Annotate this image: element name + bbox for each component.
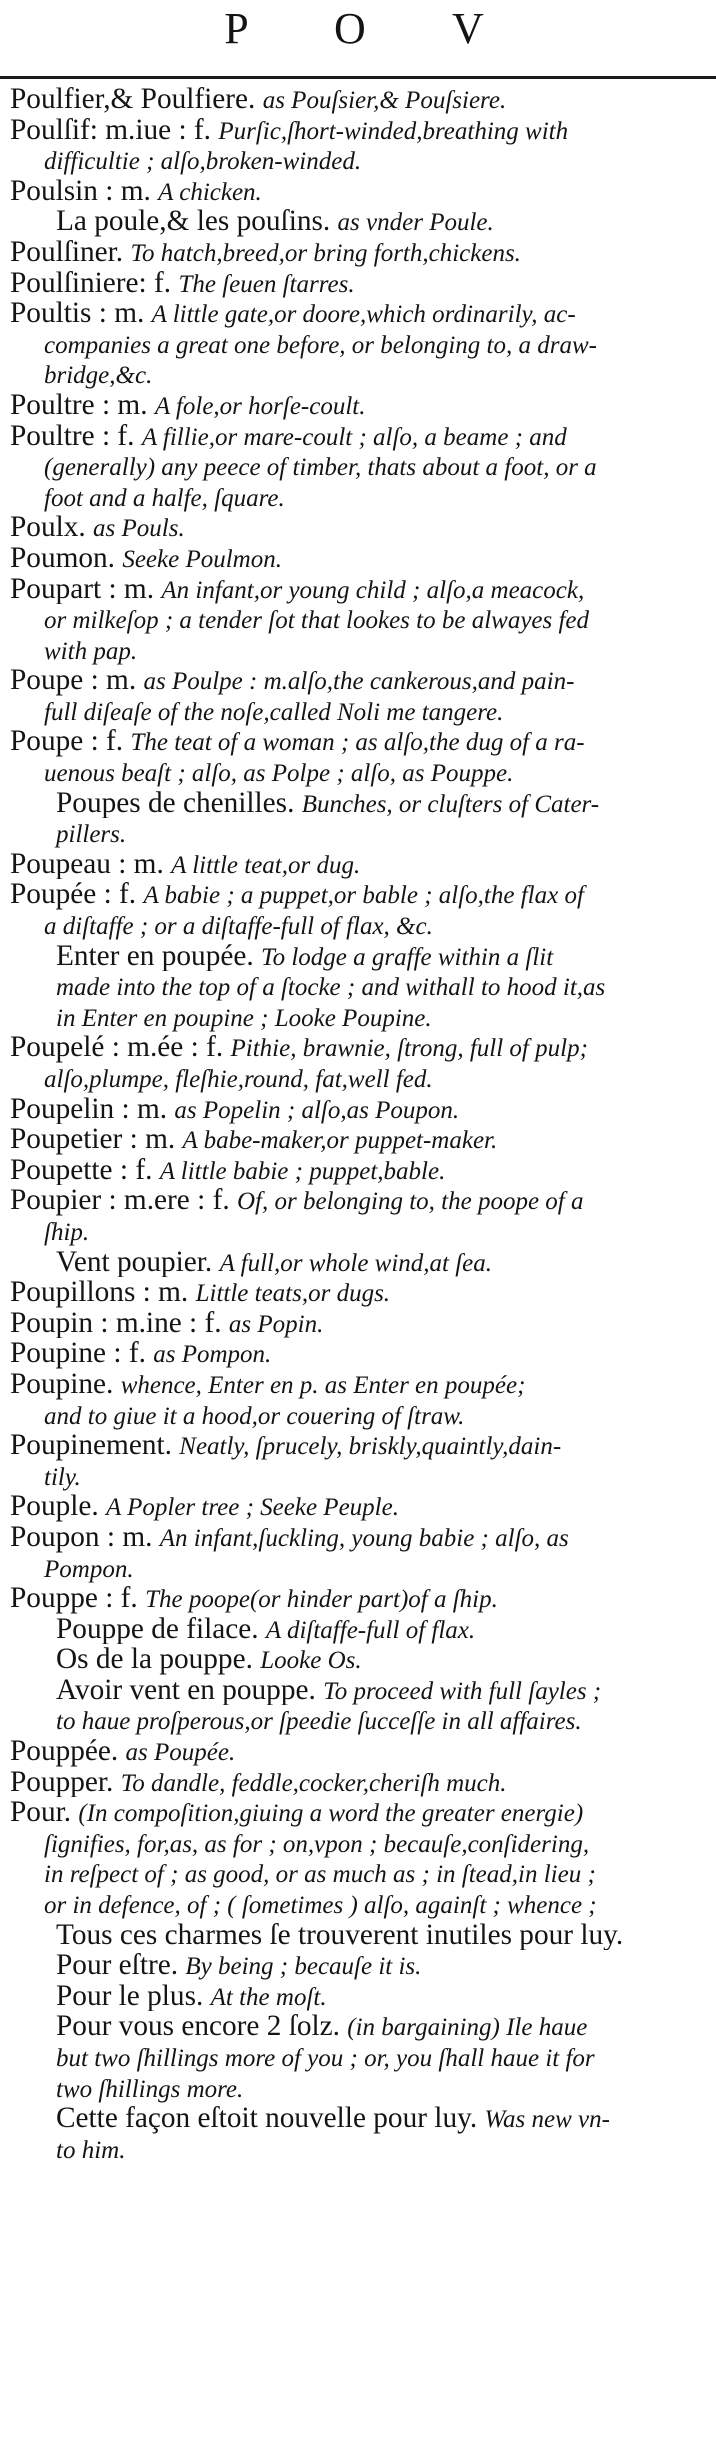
definition-text: A babie ; a puppet,or bable ; alſo,the flax of <box>143 882 584 910</box>
dictionary-entry <box>10 1797 710 1919</box>
headword: Enter en poupée. <box>56 940 261 972</box>
entry-line <box>10 1736 710 1767</box>
definition-text: The ſeuen ſtarres. <box>178 270 355 298</box>
definition-text: A diſtaffe-full of flax. <box>265 1616 476 1644</box>
dictionary-entry <box>10 1736 710 1767</box>
dictionary-entry <box>10 1430 710 1491</box>
headword: Poulſif: m.iue : f. <box>10 114 219 146</box>
definition-text: To proceed with full ſayles ; <box>323 1677 602 1705</box>
dictionary-entry <box>10 849 710 880</box>
entry-line <box>10 1981 710 2012</box>
dictionary-entry <box>10 1308 710 1339</box>
definition-text: The poope(or hinder part)of a ſhip. <box>145 1586 498 1614</box>
definition-text: pillers. <box>56 821 127 849</box>
definition-text: whence, Enter en p. as Enter en poupée; <box>120 1371 526 1399</box>
entry-list <box>10 84 710 2164</box>
headword: Poulſiniere: f. <box>10 267 179 299</box>
definition-text: but two ſhillings more of you ; or, you ſhall haue it for <box>56 2045 595 2072</box>
entry-line <box>10 818 710 849</box>
entry-line <box>10 1277 710 1308</box>
definition-text: Looke Os. <box>260 1647 362 1675</box>
dictionary-entry <box>10 1155 710 1186</box>
dictionary-entry <box>10 1124 710 1155</box>
entry-line <box>10 879 710 910</box>
headword: Pour. <box>10 1797 79 1828</box>
definition-text: An infant,or young child ; alſo,a meacock, <box>161 576 585 604</box>
entry-line <box>10 696 710 727</box>
sub-entry <box>10 788 710 849</box>
headword: Poupier : m.ere : f. <box>10 1185 237 1216</box>
definition-text: Pithie, brawnie, ſtrong, full of pulp; <box>230 1035 588 1063</box>
entry-line <box>10 1400 710 1431</box>
definition-text: A fole,or horſe-coult. <box>154 392 366 420</box>
definition-text: as Pouſsier,& Pouſsiere. <box>262 87 507 114</box>
definition-text: Pompon. <box>44 1555 134 1583</box>
definition-text: bridge,&c. <box>44 362 153 390</box>
entry-line <box>10 115 710 146</box>
sub-entry <box>10 1981 710 2012</box>
sub-entry <box>10 1920 710 1951</box>
definition-text: A babe-maker,or puppet-maker. <box>182 1127 498 1155</box>
definition-text: Was new vn- <box>484 2106 610 2134</box>
definition-text: An infant,ſuckling, young babie ; alſo, as <box>159 1524 569 1552</box>
dictionary-entry <box>10 1583 710 1614</box>
definition-text: to him. <box>56 2136 126 2164</box>
definition-text: The teat of a woman ; as alſo,the dug of a ra- <box>130 729 585 757</box>
definition-text: A little teat,or dug. <box>171 851 361 879</box>
definition-text: A chicken. <box>158 178 262 206</box>
headword: Poultre : m. <box>10 389 155 421</box>
definition-text: (In compoſition,giuing a word the greater energie) <box>78 1800 584 1828</box>
entry-line <box>10 757 710 788</box>
headword: Pour le plus. <box>56 1980 211 2012</box>
page-header: P O V <box>224 4 522 53</box>
sub-entry <box>10 2011 710 2103</box>
definition-text: as Pouls. <box>93 515 185 543</box>
entry-line <box>10 512 710 543</box>
entry-line <box>10 1430 710 1461</box>
entry-line <box>10 206 710 237</box>
entry-line <box>10 1247 710 1278</box>
headword: La poule,& les pouſins. <box>56 206 338 237</box>
definition-text: (generally) any peece of timber, thats about a foot, or a <box>44 454 597 482</box>
dictionary-entry <box>10 1767 710 1798</box>
definition-text: as Popelin ; alſo,as Poupon. <box>174 1096 460 1124</box>
entry-line <box>10 910 710 941</box>
definition-text: Neatly, ſprucely, briskly,quaintly,dain- <box>179 1433 562 1461</box>
definition-text: To lodge a graffe within a ſlit <box>261 943 554 971</box>
dictionary-entry <box>10 1032 710 1093</box>
headword: Poupelé : m.ée : f. <box>10 1032 231 1063</box>
entry-line <box>10 1675 710 1706</box>
headword: Pouple. <box>10 1491 107 1522</box>
entry-line <box>10 1920 710 1951</box>
dictionary-entry <box>10 268 710 299</box>
definition-text: Of, or belonging to, the poope of a <box>237 1188 584 1216</box>
sub-entry <box>10 206 710 237</box>
definition-text: Bunches, or cluſters of Cater- <box>301 790 600 818</box>
entry-line <box>10 1614 710 1645</box>
entry-line <box>10 2134 710 2165</box>
headword: Poupeau : m. <box>10 848 172 880</box>
headword: Poultre : f. <box>10 420 142 452</box>
dictionary-entry <box>10 1277 710 1308</box>
dictionary-entry <box>10 1369 710 1430</box>
entry-line <box>10 1828 710 1859</box>
entry-line <box>10 2103 710 2134</box>
definition-text: To hatch,breed,or bring forth,chickens. <box>130 239 521 267</box>
entry-line <box>10 665 710 696</box>
definition-text: in Enter en poupine ; Looke Poupine. <box>56 1004 432 1032</box>
definition-text: alſo,plumpe, fleſhie,round, fat,well fed. <box>44 1066 433 1093</box>
entry-line <box>10 1705 710 1736</box>
entry-line <box>10 1767 710 1798</box>
headword: Poupine. <box>10 1368 121 1400</box>
headword: Pour vous encore 2 ſolz. <box>56 2011 348 2042</box>
entry-line <box>10 1185 710 1216</box>
entry-line <box>10 2073 710 2104</box>
definition-text: At the moſt. <box>210 1983 327 2011</box>
entry-line <box>10 849 710 880</box>
dictionary-entry <box>10 1185 710 1246</box>
definition-text: foot and a halfe, ſquare. <box>44 484 285 512</box>
entry-line <box>10 2011 710 2042</box>
dictionary-entry <box>10 879 710 940</box>
sub-entry <box>10 1950 710 1981</box>
headword: Poupine : f. <box>10 1338 154 1369</box>
dictionary-entry <box>10 237 710 268</box>
entry-line <box>10 1858 710 1889</box>
entry-line <box>10 1797 710 1828</box>
entry-line <box>10 145 710 176</box>
definition-text: By being ; becauſe it is. <box>185 1953 422 1981</box>
dictionary-entry <box>10 665 710 726</box>
headword: Poupetier : m. <box>10 1124 183 1155</box>
header-rule <box>0 76 716 79</box>
definition-text: to haue proſperous,or ſpeedie ſucceſſe in all affaires. <box>56 1708 582 1736</box>
headword: Cette façon eſtoit nouvelle pour luy. <box>56 2103 485 2134</box>
dictionary-entry <box>10 421 710 513</box>
headword: Poupée : f. <box>10 879 144 911</box>
entry-line <box>10 574 710 605</box>
entry-line <box>10 176 710 207</box>
dictionary-entry <box>10 1522 710 1583</box>
entry-line <box>10 1002 710 1033</box>
entry-line <box>10 1644 710 1675</box>
dictionary-entry <box>10 176 710 207</box>
entry-line <box>10 2042 710 2073</box>
entry-line <box>10 329 710 360</box>
headword: Poupper. <box>10 1766 121 1798</box>
headword: Pour eſtre. <box>56 1950 186 1981</box>
dictionary-entry <box>10 1094 710 1125</box>
definition-text: made into the top of a ſtocke ; and withall to hood it,as <box>56 974 606 1002</box>
headword: Poupon : m. <box>10 1521 160 1553</box>
definition-text: full diſeaſe of the noſe,called Noli me tangere. <box>44 698 504 726</box>
entry-line <box>10 1094 710 1125</box>
dictionary-entry <box>10 390 710 421</box>
definition-text: or in defence, of ; ( ſometimes ) alſo, againſt ; whence ; <box>44 1892 597 1920</box>
sub-entry <box>10 941 710 1033</box>
definition-text: and to giue it a hood,or couering of ſtraw. <box>44 1402 465 1430</box>
headword: Poulx. <box>10 512 94 543</box>
definition-text: A full,or whole wind,at ſea. <box>219 1249 493 1277</box>
definition-text: as Popin. <box>228 1310 324 1338</box>
sub-entry <box>10 1247 710 1278</box>
entry-line <box>10 941 710 972</box>
headword: Poupe : m. <box>10 665 144 696</box>
headword: Poupart : m. <box>10 573 162 605</box>
dictionary-entry <box>10 84 710 115</box>
definition-text: or milkeſop ; a tender ſot that lookes to be alwayes fed <box>44 607 590 635</box>
entry-line <box>10 788 710 819</box>
definition-text: Seeke Poulmon. <box>122 545 282 573</box>
headword: Vent poupier. <box>56 1246 220 1278</box>
definition-text: as Pompon. <box>153 1341 272 1369</box>
headword: Avoir vent en pouppe. <box>56 1674 324 1706</box>
definition-text: a diſtaffe ; or a diſtaffe-full of flax, &c. <box>44 913 433 941</box>
entry-line <box>10 726 710 757</box>
entry-line <box>10 1491 710 1522</box>
headword: Poupes de chenilles. <box>56 787 302 819</box>
entry-line <box>10 298 710 329</box>
entry-line <box>10 1369 710 1400</box>
definition-text: A little gate,or doore,which ordinarily, ac- <box>151 301 576 329</box>
definition-text: ſhip. <box>44 1218 90 1246</box>
entry-line <box>10 421 710 452</box>
definition-text: Little teats,or dugs. <box>195 1280 391 1308</box>
entry-line <box>10 1338 710 1369</box>
dictionary-entry <box>10 726 710 787</box>
entry-line <box>10 237 710 268</box>
entry-line <box>10 1583 710 1614</box>
definition-text: companies a great one before, or belonging to, a draw- <box>44 331 597 359</box>
entry-line <box>10 451 710 482</box>
definition-text: (in bargaining) Ile haue <box>347 2014 588 2042</box>
definition-text: uenous beaſt ; alſo, as Polpe ; alſo, as Pouppe. <box>44 760 514 788</box>
dictionary-entry <box>10 543 710 574</box>
headword: Poulfier,& Poulfiere. <box>10 84 263 115</box>
entry-line <box>10 604 710 635</box>
headword: Poupillons : m. <box>10 1277 196 1308</box>
headword: Pouppée. <box>10 1736 126 1767</box>
headword: Os de la pouppe. <box>56 1644 261 1675</box>
definition-text: as Poupée. <box>125 1739 236 1767</box>
entry-line <box>10 1889 710 1920</box>
headword: Poupette : f. <box>10 1154 160 1186</box>
sub-entry <box>10 1644 710 1675</box>
entry-line <box>10 1032 710 1063</box>
entry-line <box>10 1155 710 1186</box>
sub-entry <box>10 1614 710 1645</box>
dictionary-entry <box>10 574 710 666</box>
definition-text: A fillie,or mare-coult ; alſo, a beame ; and <box>141 423 567 451</box>
headword: Poupelin : m. <box>10 1093 175 1125</box>
dictionary-entry <box>10 512 710 543</box>
definition-text: difficultie ; alſo,broken-winded. <box>44 148 362 176</box>
dictionary-entry <box>10 298 710 390</box>
entry-line <box>10 1063 710 1094</box>
headword: Pouppe : f. <box>10 1583 146 1614</box>
headword: Poultis : m. <box>10 298 152 329</box>
entry-line <box>10 1461 710 1492</box>
entry-line <box>10 635 710 666</box>
entry-line <box>10 1308 710 1339</box>
headword: Poupin : m.ine : f. <box>10 1307 229 1339</box>
definition-text: with pap. <box>44 637 138 665</box>
definition-text: two ſhillings more. <box>56 2075 244 2103</box>
sub-entry <box>10 1675 710 1736</box>
entry-line <box>10 543 710 574</box>
entry-line <box>10 359 710 390</box>
dictionary-entry <box>10 1491 710 1522</box>
headword: Poumon. <box>10 542 123 574</box>
entry-line <box>10 1124 710 1155</box>
dictionary-entry <box>10 1338 710 1369</box>
definition-text: as Poulpe : m.alſo,the cankerous,and pain- <box>143 668 575 696</box>
headword: Tous ces charmes ſe trouverent inutiles pour luy. <box>56 1919 624 1951</box>
entry-line <box>10 84 710 115</box>
definition-text: A little babie ; puppet,bable. <box>159 1157 446 1185</box>
headword: Poulsin : m. <box>10 175 159 207</box>
definition-text: Purſic,ſhort-winded,breathing with <box>218 117 569 145</box>
definition-text: tily. <box>44 1463 81 1491</box>
headword: Poupe : f. <box>10 726 131 758</box>
dictionary-entry <box>10 115 710 176</box>
entry-line <box>10 1216 710 1247</box>
definition-text: as vnder Poule. <box>337 209 494 237</box>
sub-entry <box>10 2103 710 2164</box>
entry-line <box>10 1553 710 1584</box>
entry-line <box>10 1522 710 1553</box>
definition-text: To dandle, feddle,cocker,cheriſh much. <box>120 1769 507 1797</box>
headword: Pouppe de filace. <box>56 1613 266 1645</box>
entry-line <box>10 268 710 299</box>
headword: Poulſiner. <box>10 236 131 268</box>
definition-text: A Popler tree ; Seeke Peuple. <box>106 1494 399 1522</box>
entry-line <box>10 1950 710 1981</box>
definition-text: ſignifies, for,as, as for ; on,vpon ; becauſe,conſidering, <box>44 1830 590 1858</box>
headword: Poupinement. <box>10 1430 180 1461</box>
definition-text: in reſpect of ; as good, or as much as ; in ſtead,in lieu ; <box>44 1861 596 1889</box>
entry-line <box>10 482 710 513</box>
entry-line <box>10 971 710 1002</box>
entry-line <box>10 390 710 421</box>
